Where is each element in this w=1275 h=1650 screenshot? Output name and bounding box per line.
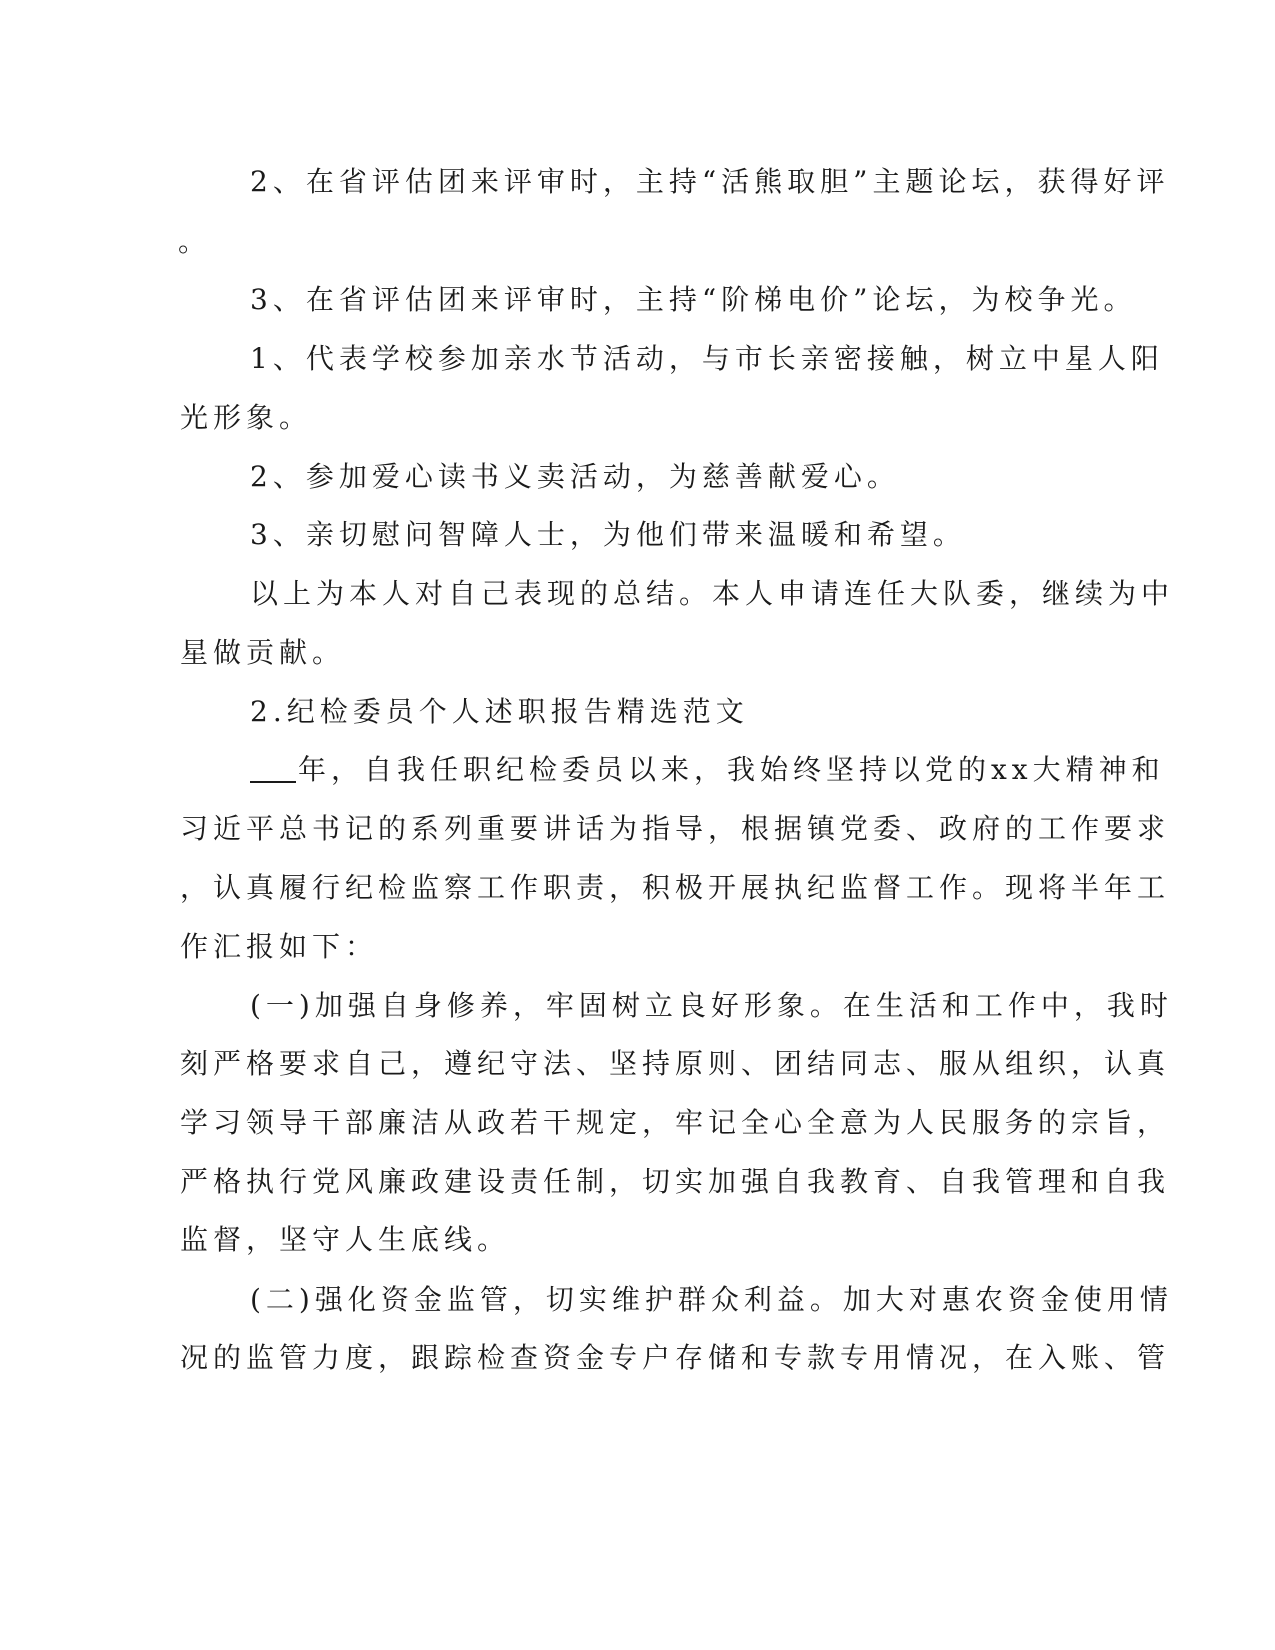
text-line: 刻严格要求自己，遵纪守法、坚持原则、团结同志、服从组织，认真 <box>180 1047 1171 1080</box>
text-line: 2、在省评估团来评审时，主持“活熊取胆”主题论坛，获得好评 <box>250 165 1170 198</box>
text-line: 1、代表学校参加亲水节活动，与市长亲密接触，树立中星人阳 <box>250 342 1164 375</box>
text-line: 作汇报如下： <box>180 930 379 963</box>
text-line: 监督，坚守人生底线。 <box>180 1223 511 1256</box>
text-line: 3、亲切慰问智障人士，为他们带来温暖和希望。 <box>250 518 966 551</box>
text-line: (二)强化资金监管，切实维护群众利益。加大对惠农资金使用情 <box>250 1283 1173 1316</box>
text-line: 。 <box>178 225 212 258</box>
text-line-content: 年，自我任职纪检委员以来，我始终坚持以党的xx大精神和 <box>298 753 1165 786</box>
text-line: 3、在省评估团来评审时，主持“阶梯电价”论坛，为校争光。 <box>250 283 1137 316</box>
text-line: 光形象。 <box>180 401 313 434</box>
text-line <box>0 750 1275 790</box>
text-line: (一)加强自身修养，牢固树立良好形象。在生活和工作中，我时 <box>250 989 1173 1022</box>
text-line: 2、参加爱心读书义卖活动，为慈善献爱心。 <box>250 460 900 493</box>
text-line: 况的监管力度，跟踪检查资金专户存储和专款专用情况，在入账、管 <box>180 1341 1171 1374</box>
text-line: ，认真履行纪检监察工作职责，积极开展执纪监督工作。现将半年工 <box>180 871 1171 904</box>
text-line: 严格执行党风廉政建设责任制，切实加强自我教育、自我管理和自我 <box>180 1165 1171 1198</box>
text-line: 星做贡献。 <box>180 636 346 669</box>
text-line: 以上为本人对自己表现的总结。本人申请连任大队委，继续为中 <box>250 577 1175 610</box>
section-heading: 2.纪检委员个人述职报告精选范文 <box>250 695 749 728</box>
fill-in-blank <box>250 755 296 783</box>
text-line: 学习领导干部廉洁从政若干规定，牢记全心全意为人民服务的宗旨， <box>180 1106 1171 1139</box>
text-line: 习近平总书记的系列重要讲话为指导，根据镇党委、政府的工作要求 <box>180 812 1171 845</box>
